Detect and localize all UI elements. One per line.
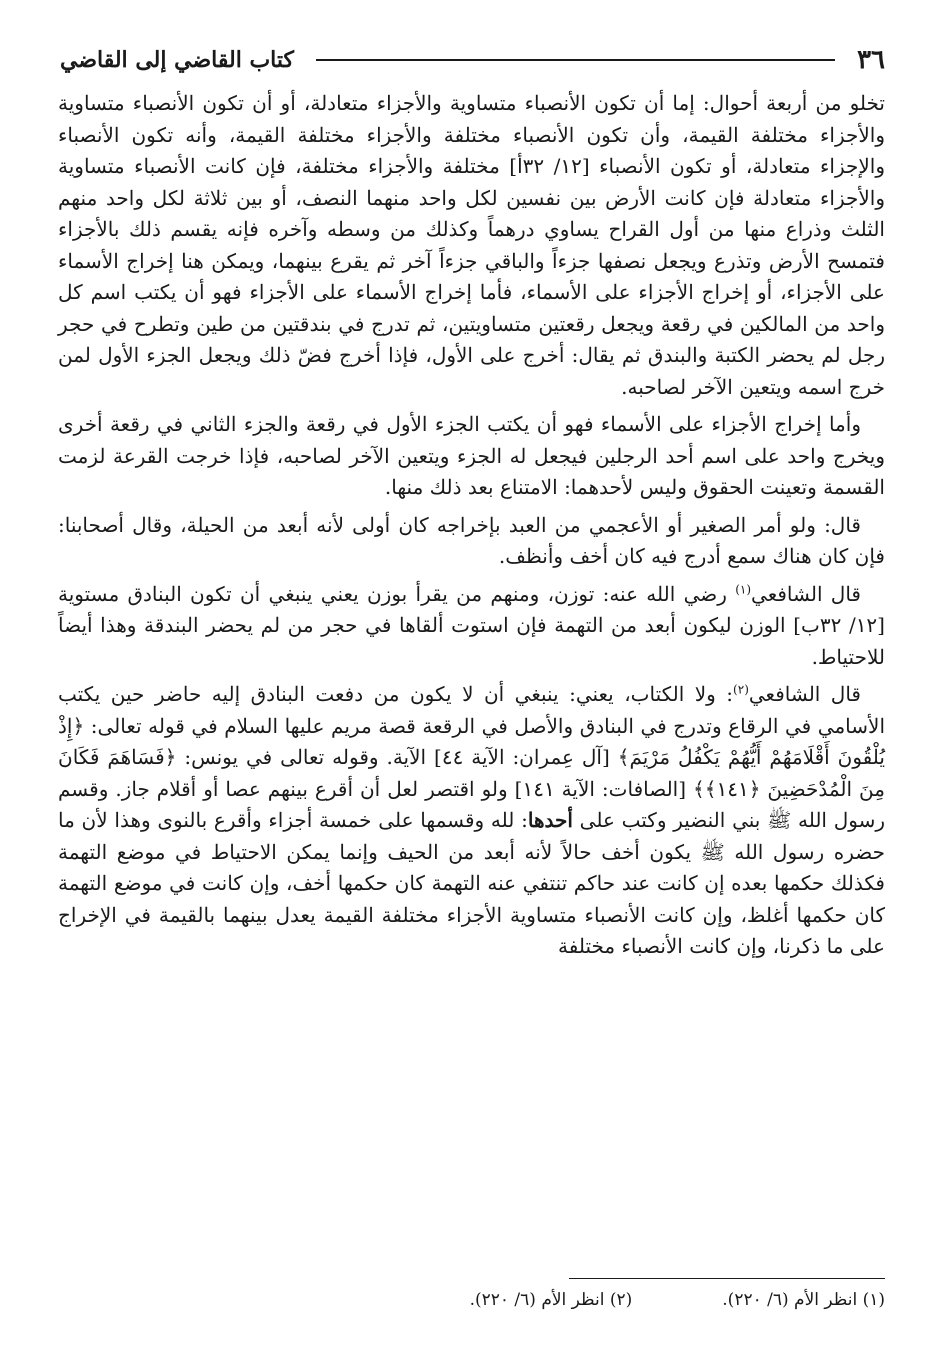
footnote: (٢) انظر الأم (٦/ ٢٢٠). — [469, 1290, 633, 1310]
footnote-marker: (١) — [735, 581, 752, 596]
book-title: كتاب القاضي إلى القاضي — [60, 47, 294, 73]
footnotes — [60, 1290, 885, 1310]
paragraph-text: رضي الله عنه: توزن، ومنهم من يقرأ بوزن يعني ينبغي أن تكون البنادق مستوية [١٢/ ٣٢ب] الوزن ليكون أبعد من التهمة فإن استوت ألقاها في حجر من لم يحضر البندقة وهذا أيضاً للاحتياط. — [58, 581, 885, 669]
paragraph — [58, 679, 885, 963]
header-rule — [316, 59, 835, 61]
footnote-rule — [569, 1278, 885, 1279]
page-number: ٣٦ — [857, 45, 885, 75]
paragraph — [58, 579, 885, 674]
bold-word: أحدها — [527, 808, 573, 832]
paragraph: تخلو من أربعة أحوال: إما أن تكون الأنصباء متساوية والأجزاء متعادلة، أو أن تكون الأنصباء متساوية والأجزاء مختلفة القيمة، وأن تكون الأنصباء مختلفة والأجزاء مختلفة القيمة، وأنه تكون الأنصباء والإجزاء متعادلة، أو تكون الأنصباء [١٢/ ٣٢أ] مختلفة والأجزاء مختلفة، فإن كانت الأنصباء متساوية والأجزاء متعادلة فإن كانت الأرض بين نفسين لكل واحد منهما النصف، أو بين ثلاثة لكل واحد منهم الثلث وذراع منها من أول القراح يساوي درهماً وكذلك من وسطه وآخره فإنه يقسم ذلك بالأجزاء فتمسح الأرض وتذرع ويجعل نصفها جزءاً والباقي جزءاً آخر ثم يقرع بينهما، ويمكن هنا إخراج الأسماء على الأجزاء، أو إخراج الأجزاء على الأسماء، فأما إخراج الأسماء على الأجزاء فهو أن يكتب اسم كل واحد من المالكين في رقعة ويجعل رقعتين متساويتين، ثم تدرج في بندقتين من طين وتطرح في حجر رجل لم يحضر الكتبة والبندق ثم يقال: أخرج على الأول، فإذا أخرج فضّ ذلك ويجعل الجزء الأول لمن خرج اسمه ويتعين الآخر لصاحبه. — [58, 91, 885, 399]
paragraph: وأما إخراج الأجزاء على الأسماء فهو أن يكتب الجزء الأول في رقعة والجزء الثاني في رقعة أخرى ويخرج واحد على اسم أحد الرجلين فيجعل له الجزء ويتعين الآخر لصاحبه، فإذا خرجت القرعة لزمت القسمة وتعينت الحقوق وليس لأحدهما: الامتناع بعد ذلك منها. — [58, 412, 885, 499]
footnote: (١) انظر الأم (٦/ ٢٢٠). — [722, 1290, 885, 1310]
body-text — [58, 88, 885, 969]
footnote-marker: (٢) — [733, 682, 749, 697]
paragraph: قال: ولو أمر الصغير أو الأعجمي من العبد بإخراجه كان أولى لأنه أبعد من الحيلة، وقال أصحابنا: فإن كان هناك سمع أدرج فيه كان أخف وأنظف. — [58, 512, 885, 568]
paragraph-text: : ولا الكتاب، يعني: ينبغي أن لا يكون من دفعت البنادق إليه حاضر حين يكتب الأسامي في الرقاع وتدرج في البنادق والأصل في الرقعة قصة مريم عليها السلام في قوله تعالى: ﴿إِذْ يُلْقُونَ أَقْلَامَهُمْ أَيُّهُمْ يَكْفُلُ مَرْيَمَ﴾ [آل عِمران: الآية ٤٤] الآية. وقوله تعالى في يونس: ﴿فَسَاهَمَ فَكَانَ مِنَ الْمُدْحَضِينَ ﴿١٤١﴾﴾ [الصافات: الآية ١٤١] ولو اقتصر لعل أن أقرع بينهم عصا أو أقلام جاز. وقسم رسول الله ﷺ بني النضير وكتب على — [58, 682, 886, 832]
paragraph-text: : لله وقسمها على خمسة أجزاء وأقرع بالنوى وهذا لأن ما حضره رسول الله ﷺ يكون أخف حالاً لأنه أبعد من الحيف وإنما يمكن الاحتياط في موضع التهمة فكذلك حكمها بعده إن كانت عند حاكم تنتفي عنه التهمة كان حكمها أخف، وإن كانت في موضع التهمة كان حكمها أغلظ، وإن كانت الأنصباء متساوية الأجزاء مختلفة القيمة يعدل بينهما بالقيمة في الإخراج على ما ذكرنا، وإن كانت الأنصباء مختلفة — [58, 808, 885, 958]
page-header — [60, 40, 885, 80]
paragraph-text: قال الشافعي — [748, 682, 861, 706]
paragraph-text: قال الشافعي — [751, 581, 861, 606]
